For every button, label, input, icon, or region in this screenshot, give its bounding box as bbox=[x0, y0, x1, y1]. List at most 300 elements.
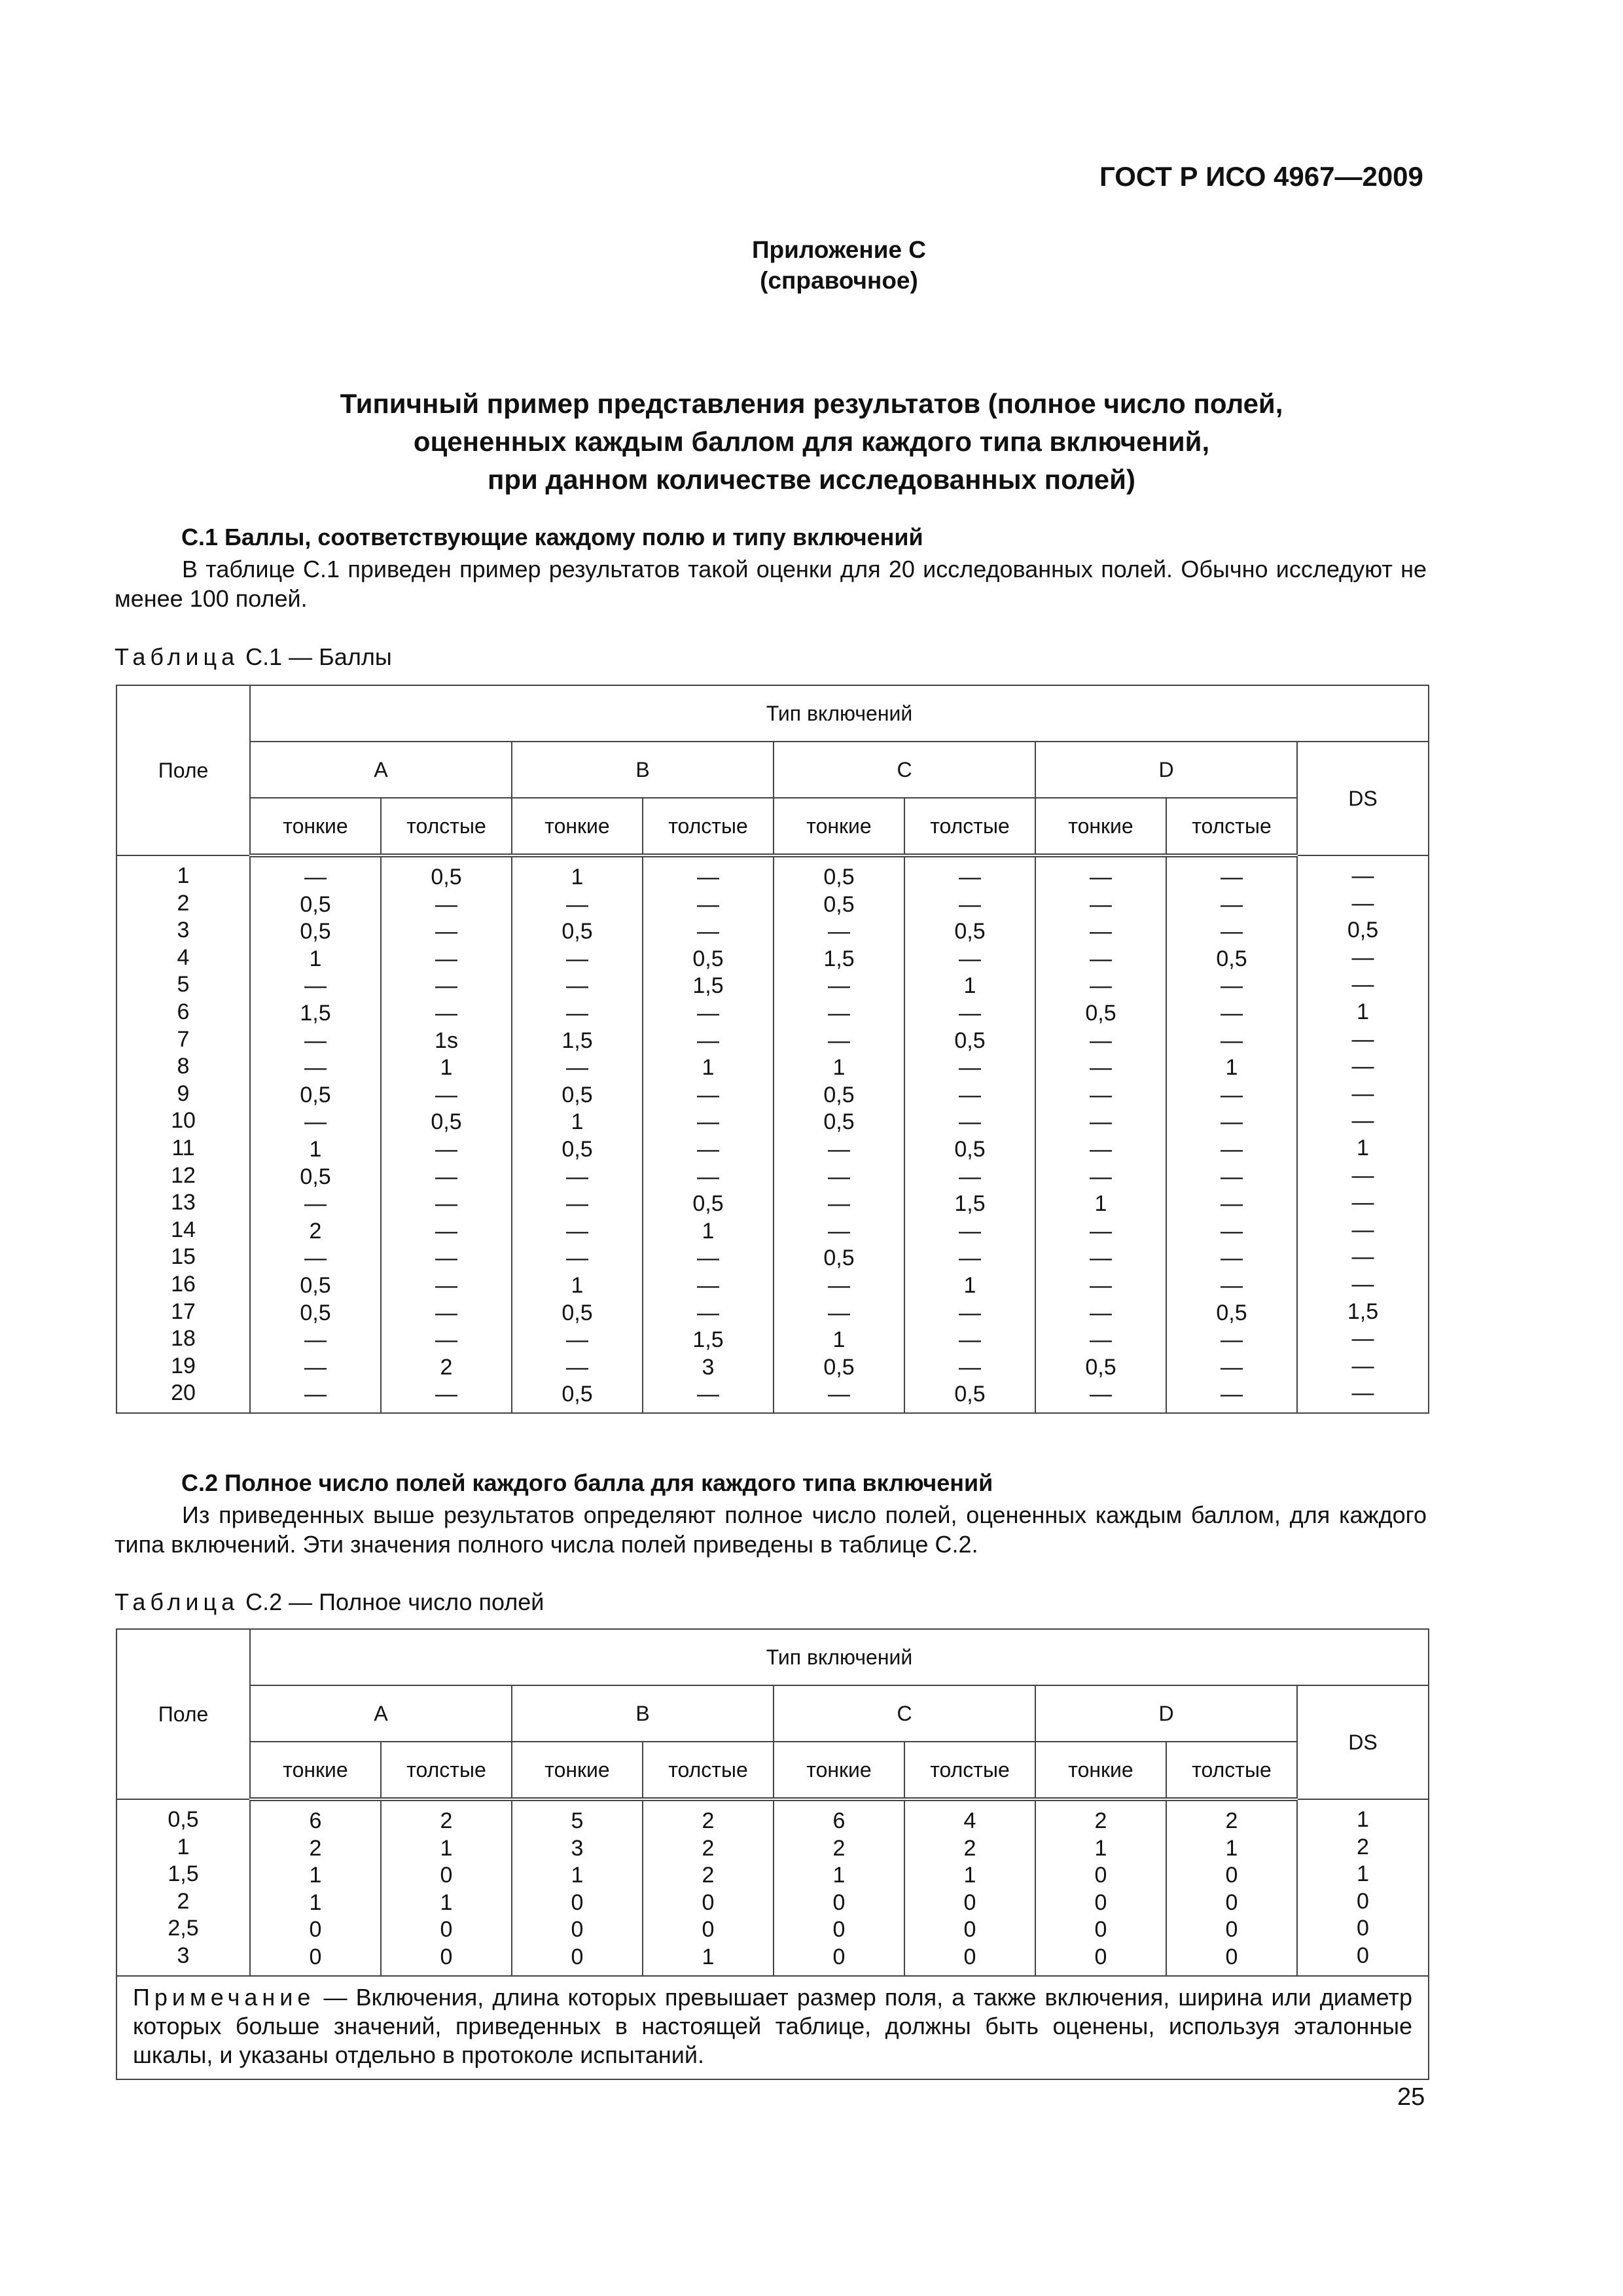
appendix-heading bbox=[0, 234, 1623, 296]
table-cell: 1s bbox=[435, 1028, 458, 1053]
table-cell: 1 bbox=[571, 1109, 584, 1135]
table-cell: 1 bbox=[309, 1890, 322, 1915]
table-cell: 3 bbox=[177, 918, 190, 943]
table-cell: 2 bbox=[177, 890, 190, 916]
table-cell: — bbox=[1090, 1082, 1112, 1107]
table-cell: — bbox=[1221, 1136, 1243, 1162]
table-cell: 2 bbox=[963, 1835, 976, 1861]
col-field-header: Поле bbox=[116, 1629, 250, 1799]
table-cell: — bbox=[828, 1382, 850, 1407]
section-heading-c1: С.1 Баллы, соответствующие каждому полю и типу включений bbox=[181, 524, 923, 550]
col-type-header: Тип включений bbox=[250, 1629, 1429, 1685]
subheader-thin: тонкие bbox=[512, 798, 643, 855]
table-cell: — bbox=[1221, 1028, 1243, 1053]
table-cell: — bbox=[566, 1218, 588, 1244]
table-cell: — bbox=[697, 1272, 719, 1298]
subheader-thin: тонкие bbox=[774, 1742, 904, 1799]
title-line: Типичный пример представления результатов (полное число полей, bbox=[340, 388, 1283, 419]
caption-label: Таблица bbox=[115, 643, 240, 670]
table-cell: 1,5 bbox=[168, 1861, 199, 1887]
table-cell: — bbox=[304, 1246, 327, 1271]
subheader-thick: толстые bbox=[643, 798, 774, 855]
table-cell: — bbox=[828, 1272, 850, 1298]
table-cell: — bbox=[1221, 1000, 1243, 1026]
table-cell: — bbox=[697, 1109, 719, 1135]
table-cell: 0,5 bbox=[954, 919, 986, 944]
table-cell: — bbox=[1090, 1272, 1112, 1298]
table-cell: — bbox=[1090, 1136, 1112, 1162]
caption-text: С.2 — Полное число полей bbox=[239, 1588, 544, 1615]
table-cell: 0,5 bbox=[823, 1109, 855, 1135]
table-cell: — bbox=[435, 1300, 457, 1325]
table-cell: 0,5 bbox=[1085, 1354, 1116, 1380]
table-cell: 2 bbox=[702, 1863, 715, 1888]
table-note bbox=[116, 1976, 1429, 2079]
table-c1-scores bbox=[116, 685, 1429, 1414]
table-cell: 0 bbox=[1357, 1943, 1369, 1968]
table-cell: — bbox=[304, 1109, 327, 1135]
table-cell: 1,5 bbox=[823, 946, 855, 971]
table-cell: 1 bbox=[440, 1835, 453, 1861]
table-cell: — bbox=[1351, 1190, 1374, 1215]
table-cell: 20 bbox=[171, 1380, 196, 1406]
table-cell: — bbox=[566, 946, 588, 971]
table-cell: — bbox=[1221, 1382, 1243, 1407]
table-cell: 6 bbox=[309, 1808, 322, 1833]
table-cell: — bbox=[959, 1300, 981, 1325]
group-b-header: B bbox=[512, 1685, 774, 1742]
table-cell: 1 bbox=[702, 1055, 715, 1081]
table-cell: — bbox=[1351, 890, 1374, 916]
table-note-row bbox=[116, 1976, 1429, 2079]
standard-number: ГОСТ Р ИСО 4967—2009 bbox=[1099, 161, 1423, 192]
column-b-thick bbox=[643, 855, 774, 1413]
table-cell: 2 bbox=[702, 1835, 715, 1861]
table-cell: 0,5 bbox=[1216, 946, 1247, 971]
table-cell: — bbox=[697, 1000, 719, 1026]
table-cell: — bbox=[828, 973, 850, 999]
table-cell: 1 bbox=[571, 1272, 584, 1298]
table-cell: 13 bbox=[171, 1190, 196, 1215]
table-cell: 0 bbox=[1225, 1863, 1238, 1888]
table-cell: 0,5 bbox=[692, 1191, 724, 1217]
table-cell: 1 bbox=[309, 1136, 322, 1162]
table-cell: — bbox=[959, 1164, 981, 1189]
group-ds-header: DS bbox=[1297, 742, 1429, 855]
table-cell: 0 bbox=[1357, 1916, 1369, 1941]
table-cell: 0,5 bbox=[562, 1136, 593, 1162]
table-cell: 17 bbox=[171, 1299, 196, 1324]
column-b-thick bbox=[643, 1799, 774, 1976]
table-cell: — bbox=[1090, 1246, 1112, 1271]
table-cell: 1 bbox=[832, 1327, 846, 1353]
table-cell: 0,5 bbox=[823, 865, 855, 889]
table-cell: — bbox=[1221, 1327, 1243, 1353]
table-cell: 1 bbox=[832, 1863, 846, 1888]
table-cell: 0 bbox=[440, 1944, 453, 1969]
document-title bbox=[0, 385, 1623, 499]
section-paragraph-c1 bbox=[115, 554, 1427, 613]
table-cell: 2 bbox=[1094, 1808, 1107, 1833]
table-cell: — bbox=[435, 919, 457, 944]
table-cell: — bbox=[1221, 1272, 1243, 1298]
table-cell: 0,5 bbox=[300, 1272, 331, 1298]
column-c-thick bbox=[904, 855, 1035, 1413]
table-cell: — bbox=[959, 1055, 981, 1081]
appendix-title: Приложение С bbox=[751, 236, 927, 263]
table-cell: 0 bbox=[440, 1863, 453, 1888]
group-c-header: C bbox=[774, 1685, 1035, 1742]
table-cell: 0 bbox=[1357, 1888, 1369, 1914]
group-ds-header: DS bbox=[1297, 1685, 1429, 1799]
page-number: 25 bbox=[1397, 2083, 1425, 2111]
column-a-thin bbox=[250, 1799, 381, 1976]
table-cell: — bbox=[304, 1354, 327, 1380]
table-cell: 0,5 bbox=[168, 1807, 199, 1832]
table-cell: — bbox=[1090, 1300, 1112, 1325]
group-b-header: B bbox=[512, 742, 774, 798]
table-cell: 1 bbox=[177, 1834, 190, 1859]
table-cell: — bbox=[1221, 865, 1243, 889]
table-cell: — bbox=[959, 946, 981, 971]
table-cell: 1 bbox=[1094, 1835, 1107, 1861]
table-cell: — bbox=[1090, 1382, 1112, 1407]
column-ds bbox=[1297, 1799, 1429, 1976]
appendix-subtitle: (справочное) bbox=[760, 267, 918, 294]
note-text: — Включения, длина которых превышает размер поля, а также включения, ширина или диаметр которых больше значений, приведенных в настоящей таблице, должны быть оценены, используя эталонные шкалы, и указаны отдельно в протоколе испытаний. bbox=[133, 1983, 1413, 2068]
table-cell: 0,5 bbox=[431, 865, 462, 889]
table-cell: 1 bbox=[963, 1863, 976, 1888]
table-cell: — bbox=[1351, 1081, 1374, 1106]
table-cell: 0,5 bbox=[300, 891, 331, 917]
table-cell: 0,5 bbox=[300, 1082, 331, 1107]
table-cell: 10 bbox=[171, 1108, 196, 1134]
table-cell: 1,5 bbox=[954, 1191, 986, 1217]
table-cell: — bbox=[1221, 1109, 1243, 1135]
table-cell: — bbox=[1351, 1380, 1374, 1406]
table-cell: — bbox=[697, 919, 719, 944]
column-c-thin bbox=[774, 855, 904, 1413]
column-b-thin bbox=[512, 855, 643, 1413]
table-cell: — bbox=[566, 1246, 588, 1271]
table-cell: 1 bbox=[702, 1944, 715, 1969]
column-d-thin bbox=[1035, 855, 1166, 1413]
title-line: оцененных каждым баллом для каждого типа включений, bbox=[413, 426, 1210, 457]
subheader-thick: толстые bbox=[904, 798, 1035, 855]
table-cell: — bbox=[1090, 919, 1112, 944]
table-cell: — bbox=[304, 1055, 327, 1081]
table-cell: 0 bbox=[571, 1944, 584, 1969]
table-cell: 7 bbox=[177, 1026, 190, 1052]
table-caption-c1 bbox=[115, 643, 392, 671]
col-field-header: Поле bbox=[116, 685, 250, 855]
table-cell: 1 bbox=[309, 946, 322, 971]
table-cell: 2 bbox=[177, 1888, 190, 1914]
column-d-thick bbox=[1166, 1799, 1297, 1976]
table-cell: — bbox=[959, 1082, 981, 1107]
table-cell: — bbox=[435, 1246, 457, 1271]
table-cell: 0 bbox=[832, 1944, 846, 1969]
table-cell: — bbox=[1221, 1191, 1243, 1217]
table-cell: 1 bbox=[832, 1055, 846, 1081]
table-cell: — bbox=[959, 1218, 981, 1244]
table-cell: 0,5 bbox=[562, 919, 593, 944]
table-cell: 0 bbox=[832, 1917, 846, 1943]
table-cell: — bbox=[697, 1382, 719, 1407]
table-cell: 0,5 bbox=[692, 946, 724, 971]
table-cell: — bbox=[828, 1000, 850, 1026]
table-cell: — bbox=[959, 891, 981, 917]
table-cell: 0,5 bbox=[562, 1300, 593, 1325]
table-cell: 0 bbox=[702, 1917, 715, 1943]
table-cell: — bbox=[1351, 1217, 1374, 1242]
table-cell: — bbox=[1221, 1354, 1243, 1380]
table-cell: 1,5 bbox=[692, 973, 724, 999]
table-cell: 1 bbox=[1357, 999, 1369, 1024]
column-a-thin bbox=[250, 855, 381, 1413]
table-cell: — bbox=[304, 1191, 327, 1217]
table-cell: — bbox=[435, 1136, 457, 1162]
table-cell: — bbox=[566, 1000, 588, 1026]
table-cell: — bbox=[1090, 1055, 1112, 1081]
group-a-header: A bbox=[250, 1685, 512, 1742]
table-cell: — bbox=[828, 919, 850, 944]
table-cell: 2 bbox=[440, 1354, 453, 1380]
column-a-thick bbox=[381, 855, 512, 1413]
column-a-thick bbox=[381, 1799, 512, 1976]
table-cell: — bbox=[697, 1028, 719, 1053]
table-cell: — bbox=[1221, 1164, 1243, 1189]
table-cell: 2 bbox=[702, 1808, 715, 1833]
table-cell: — bbox=[1090, 1028, 1112, 1053]
table-cell: 1 bbox=[571, 1863, 584, 1888]
table-cell: 6 bbox=[177, 999, 190, 1024]
table-cell: 1 bbox=[1094, 1191, 1107, 1217]
table-cell: 1 bbox=[1225, 1055, 1238, 1081]
table-cell: — bbox=[435, 1218, 457, 1244]
table-cell: 0,5 bbox=[823, 891, 855, 917]
note-label: Примечание bbox=[133, 1983, 315, 2011]
table-cell: 1 bbox=[309, 1863, 322, 1888]
table-cell: 0,5 bbox=[300, 919, 331, 944]
table-cell: 2,5 bbox=[168, 1916, 199, 1941]
table-cell: — bbox=[1351, 1108, 1374, 1134]
column-c-thick bbox=[904, 1799, 1035, 1976]
table-cell: — bbox=[828, 1300, 850, 1325]
table-cell: 2 bbox=[309, 1218, 322, 1244]
table-cell: 0 bbox=[309, 1917, 322, 1943]
table-cell: 3 bbox=[571, 1835, 584, 1861]
table-cell: 8 bbox=[177, 1054, 190, 1079]
table-cell: 0 bbox=[571, 1890, 584, 1915]
table-cell: — bbox=[1090, 891, 1112, 917]
table-cell: 0 bbox=[309, 1944, 322, 1969]
table-cell: — bbox=[1090, 946, 1112, 971]
table-cell: 14 bbox=[171, 1217, 196, 1242]
table-cell: 5 bbox=[177, 972, 190, 997]
section-paragraph-c2 bbox=[115, 1500, 1427, 1559]
table-cell: 0 bbox=[1094, 1863, 1107, 1888]
table-cell: — bbox=[828, 1136, 850, 1162]
table-cell: 0,5 bbox=[954, 1136, 986, 1162]
subheader-thin: тонкие bbox=[512, 1742, 643, 1799]
column-ds bbox=[1297, 855, 1429, 1413]
table-cell: — bbox=[566, 891, 588, 917]
table-cell: — bbox=[435, 1382, 457, 1407]
table-cell: 6 bbox=[832, 1808, 846, 1833]
table-cell: — bbox=[435, 946, 457, 971]
table-cell: — bbox=[435, 891, 457, 917]
table-cell: — bbox=[959, 1246, 981, 1271]
subheader-thick: толстые bbox=[1166, 1742, 1297, 1799]
group-a-header: A bbox=[250, 742, 512, 798]
table-cell: — bbox=[697, 865, 719, 889]
table-cell: 0 bbox=[1094, 1944, 1107, 1969]
table-cell: 2 bbox=[440, 1808, 453, 1833]
table-cell: 5 bbox=[571, 1808, 584, 1833]
table-cell: — bbox=[828, 1028, 850, 1053]
table-cell: — bbox=[1221, 1082, 1243, 1107]
table-cell: — bbox=[697, 1136, 719, 1162]
table-cell: 1 bbox=[1357, 1861, 1369, 1887]
title-line: при данном количестве исследованных полей) bbox=[488, 464, 1135, 495]
subheader-thin: тонкие bbox=[250, 798, 381, 855]
column-field bbox=[116, 855, 250, 1413]
table-cell: — bbox=[1090, 865, 1112, 889]
table-cell: 16 bbox=[171, 1271, 196, 1297]
table-cell: — bbox=[828, 1191, 850, 1217]
table-cell: 0 bbox=[1094, 1917, 1107, 1943]
table-cell: — bbox=[959, 1327, 981, 1353]
subheader-thick: толстые bbox=[1166, 798, 1297, 855]
table-cell: — bbox=[1090, 1218, 1112, 1244]
table-cell: — bbox=[1221, 1218, 1243, 1244]
table-cell: 4 bbox=[963, 1808, 976, 1833]
table-cell: 1 bbox=[1357, 1135, 1369, 1160]
subheader-thin: тонкие bbox=[250, 1742, 381, 1799]
col-type-header: Тип включений bbox=[250, 685, 1429, 742]
table-cell: — bbox=[1090, 1164, 1112, 1189]
table-cell: 1 bbox=[963, 973, 976, 999]
table-cell: — bbox=[1351, 972, 1374, 997]
table-cell: 2 bbox=[1225, 1808, 1238, 1833]
table-cell: 1 bbox=[963, 1272, 976, 1298]
table-c1-body-row bbox=[116, 855, 1429, 1413]
section-heading-c2: С.2 Полное число полей каждого балла для каждого типа включений bbox=[181, 1469, 993, 1496]
table-cell: 4 bbox=[177, 944, 190, 970]
table-cell: — bbox=[697, 1300, 719, 1325]
table-cell: 1,5 bbox=[300, 1000, 331, 1026]
table-cell: 0 bbox=[832, 1890, 846, 1915]
table-cell: 3 bbox=[177, 1943, 190, 1968]
table-cell: — bbox=[435, 1000, 457, 1026]
table-cell: 0,5 bbox=[823, 1354, 855, 1380]
paragraph-text: Из приведенных выше результатов определяют полное число полей, оцененных каждым баллом, для каждого типа включений. Эти значения полного числа полей приведены в таблице С.2. bbox=[115, 1501, 1427, 1558]
table-cell: 2 bbox=[1357, 1834, 1369, 1859]
table-c2-body-row bbox=[116, 1799, 1429, 1976]
subheader-thick: толстые bbox=[904, 1742, 1035, 1799]
column-d-thick bbox=[1166, 855, 1297, 1413]
subheader-thick: толстые bbox=[381, 1742, 512, 1799]
table-cell: 0,5 bbox=[300, 1300, 331, 1325]
table-cell: — bbox=[1090, 1109, 1112, 1135]
column-c-thin bbox=[774, 1799, 904, 1976]
table-cell: 0 bbox=[963, 1890, 976, 1915]
table-cell: 0,5 bbox=[300, 1164, 331, 1189]
table-cell: — bbox=[304, 865, 327, 889]
table-cell: 0,5 bbox=[954, 1382, 986, 1407]
table-cell: — bbox=[304, 1327, 327, 1353]
table-cell: — bbox=[566, 1191, 588, 1217]
column-b-thin bbox=[512, 1799, 643, 1976]
table-cell: — bbox=[304, 1028, 327, 1053]
table-cell: 1 bbox=[177, 863, 190, 888]
table-cell: 0,5 bbox=[1085, 1000, 1116, 1026]
table-cell: 1 bbox=[1357, 1807, 1369, 1832]
table-cell: 0,5 bbox=[1347, 918, 1379, 943]
subheader-thick: толстые bbox=[381, 798, 512, 855]
table-cell: — bbox=[1090, 973, 1112, 999]
table-cell: — bbox=[1351, 1162, 1374, 1188]
table-cell: — bbox=[959, 1000, 981, 1026]
table-cell: 0,5 bbox=[562, 1082, 593, 1107]
table-cell: 18 bbox=[171, 1326, 196, 1352]
table-cell: 0,5 bbox=[431, 1109, 462, 1135]
group-d-header: D bbox=[1035, 1685, 1297, 1742]
column-field bbox=[116, 1799, 250, 1976]
table-cell: 3 bbox=[702, 1354, 715, 1380]
table-cell: 0 bbox=[1225, 1917, 1238, 1943]
table-cell: — bbox=[435, 1082, 457, 1107]
table-cell: — bbox=[697, 1164, 719, 1189]
table-cell: 2 bbox=[832, 1835, 846, 1861]
table-cell: 0,5 bbox=[823, 1082, 855, 1107]
subheader-thick: толстые bbox=[643, 1742, 774, 1799]
table-cell: — bbox=[435, 1272, 457, 1298]
table-cell: — bbox=[435, 1327, 457, 1353]
column-d-thin bbox=[1035, 1799, 1166, 1976]
table-cell: — bbox=[1221, 973, 1243, 999]
table-cell: — bbox=[304, 1382, 327, 1407]
table-cell: 11 bbox=[171, 1135, 195, 1160]
table-cell: — bbox=[1351, 1353, 1374, 1378]
table-cell: — bbox=[1351, 944, 1374, 970]
table-cell: 0,5 bbox=[823, 1246, 855, 1271]
table-cell: — bbox=[304, 973, 327, 999]
table-cell: 0 bbox=[440, 1917, 453, 1943]
table-cell: — bbox=[959, 1354, 981, 1380]
table-cell: — bbox=[566, 1354, 588, 1380]
subheader-thin: тонкие bbox=[1035, 1742, 1166, 1799]
table-cell: 1 bbox=[440, 1890, 453, 1915]
subheader-thin: тонкие bbox=[774, 798, 904, 855]
table-cell: 12 bbox=[171, 1162, 196, 1188]
table-cell: — bbox=[828, 1218, 850, 1244]
caption-text: С.1 — Баллы bbox=[239, 643, 392, 670]
table-cell: — bbox=[1351, 1054, 1374, 1079]
table-cell: — bbox=[1090, 1327, 1112, 1353]
group-c-header: C bbox=[774, 742, 1035, 798]
table-cell: — bbox=[959, 1109, 981, 1135]
group-d-header: D bbox=[1035, 742, 1297, 798]
table-cell: — bbox=[697, 1082, 719, 1107]
table-cell: — bbox=[1221, 919, 1243, 944]
table-cell: — bbox=[1351, 1026, 1374, 1052]
table-cell: — bbox=[435, 973, 457, 999]
table-cell: — bbox=[566, 1055, 588, 1081]
table-cell: 0 bbox=[963, 1917, 976, 1943]
table-cell: 2 bbox=[309, 1835, 322, 1861]
